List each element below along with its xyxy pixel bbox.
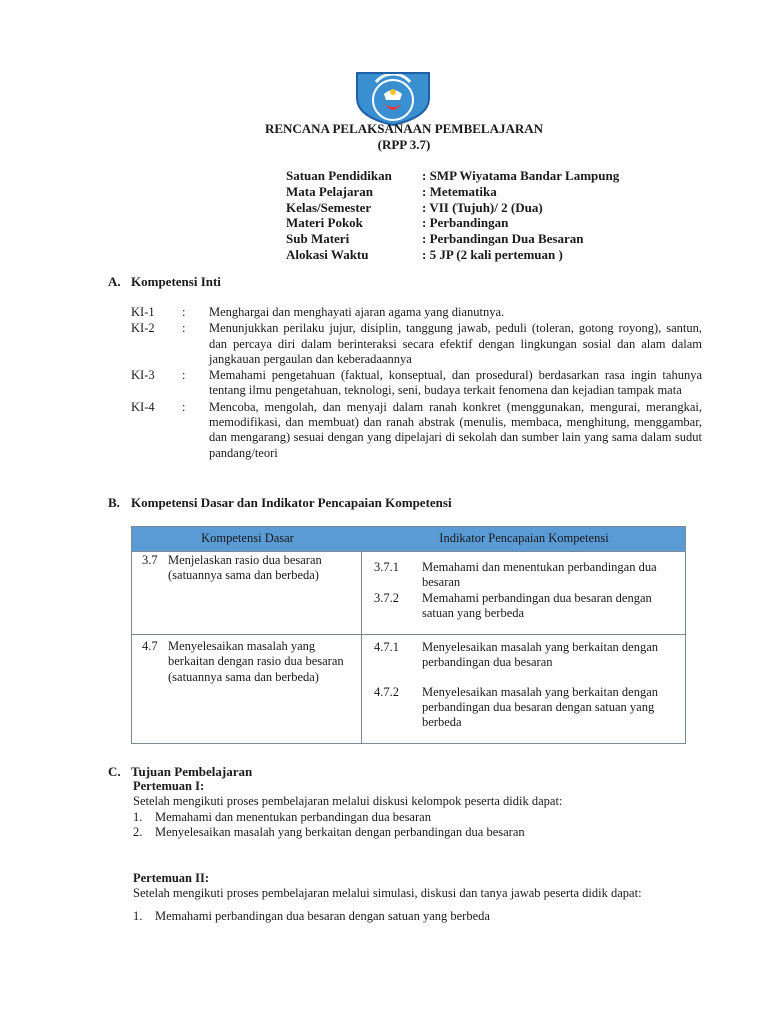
ki-text: Menghargai dan menghayati ajaran agama yang dianutnya. [209,305,505,319]
kd-cell [132,635,362,743]
indicator-item [374,640,675,671]
meta-value: : Metematika [422,183,497,199]
table-row [132,552,685,635]
list-number: 1. [133,809,143,824]
meta-row [286,247,619,263]
list-item [133,825,698,840]
competency-table [131,526,686,744]
meta-label: Kelas/Semester [286,199,372,215]
ki-row [131,400,702,461]
indicator-text: Menyelesaikan masalah yang berkaitan dengan perbandingan dua besaran [422,640,659,670]
section-a-heading [108,274,221,290]
meta-value: : Perbandingan Dua Besaran [422,231,584,247]
meta-label: Sub Materi [286,231,350,247]
list-text: Menyelesaikan masalah yang berkaitan dengan perbandingan dua besaran [155,824,525,839]
indicator-item [374,560,675,591]
indicator-number: 4.7.1 [374,640,399,654]
table-row [132,635,685,743]
meta-label: Alokasi Waktu [286,246,369,262]
section-letter: A. [108,274,121,289]
indicator-item [374,591,675,622]
indicator-cell [362,552,685,634]
meeting-1 [133,779,698,840]
ki-row [131,321,702,367]
meeting-title: Pertemuan II: [133,871,210,885]
list-number: 2. [133,824,143,839]
section-c-heading [108,764,252,780]
meta-value: : VII (Tujuh)/ 2 (Dua) [422,199,543,215]
ki-text: Mencoba, mengolah, dan menyaji dalam ranah konkret (menggunakan, mengurai, merangkai, memodifikasi, dan membuat) dan ranah abstrak (menulis, membaca, menghitung, menggambar, dan mengarang) sesuai dengan yang dipelajari di sekolah dan sumber lain yang sama dalam sudut pandang/teori [209,399,702,460]
meeting-title: Pertemuan I: [133,779,205,793]
section-title: Kompetensi Inti [131,274,221,289]
indicator-item [374,685,675,731]
indicator-text: Menyelesaikan masalah yang berkaitan dengan perbandingan dua besaran dengan satuan yang berbeda [422,684,659,730]
document-title: RENCANA PELAKSANAAN PEMBELAJARAN [264,121,544,136]
ki-code: KI-2 [131,321,155,336]
indicator-number: 3.7.2 [374,590,399,605]
meta-value: : SMP Wiyatama Bandar Lampung [422,168,620,183]
meta-row [286,231,619,247]
list-text: Memahami perbandingan dua besaran dengan satuan yang berbeda [155,908,490,923]
meta-row [286,168,619,184]
ki-row [131,305,702,320]
indicator-text: Memahami dan menentukan perbandingan dua besaran [422,560,657,590]
header-kompetensi-dasar: Kompetensi Dasar [201,531,294,546]
section-b-heading [108,495,452,511]
meta-value: : 5 JP (2 kali pertemuan ) [422,246,563,262]
list-number: 1. [133,908,143,923]
ki-colon: : [182,305,186,319]
section-letter: C. [108,764,121,779]
ki-code: KI-3 [131,368,155,383]
meta-row [286,200,619,216]
ki-colon: : [182,399,186,414]
kd-text: Menyelesaikan masalah yang berkaitan dengan rasio dua besaran (satuannya sama dan berbeda) [168,639,344,684]
meta-row [286,184,619,200]
indicator-cell [362,635,685,743]
meta-row [286,215,619,231]
list-item [133,810,698,825]
core-competency-list [131,305,702,462]
ki-colon: : [182,321,186,336]
list-text: Memahami dan menentukan perbandingan dua besaran [155,809,431,824]
tut-wuri-handayani-logo [354,70,432,126]
header-indikator: Indikator Pencapaian Kompetensi [439,531,609,546]
meeting-intro: Setelah mengikuti proses pembelajaran melalui diskusi kelompok peserta didik dapat: [133,794,563,809]
section-title: Kompetensi Dasar dan Indikator Pencapaian Kompetensi [131,495,452,510]
kd-cell [132,552,362,634]
meta-label: Mata Pelajaran [286,183,374,199]
section-title: Tujuan Pembelajaran [131,764,253,779]
ki-text: Menunjukkan perilaku jujur, disiplin, tanggung jawab, peduli (toleran, gotong royong), santun, dan percaya diri dalam berinteraksi secara efektif dengan lingkungan sosial dan alam dalam jangkauan pergaulan dan keberadaannya [209,321,702,366]
list-item [133,909,698,924]
table-header [132,527,685,552]
section-letter: B. [108,495,120,510]
ki-code: KI-4 [131,399,155,414]
ki-text: Memahami pengetahuan (faktual, konseptual, dan prosedural) berdasarkan rasa ingin tahunya tentang ilmu pengetahuan, teknologi, seni, budaya terkait fenomena dan kejadian tampak mata [209,368,702,398]
ki-colon: : [182,368,186,383]
ki-code: KI-1 [131,305,155,319]
meta-label: Satuan Pendidikan [286,168,392,183]
indicator-number: 3.7.1 [374,560,399,574]
document-subtitle: (RPP 3.7) [377,137,431,152]
meeting-intro: Setelah mengikuti proses pembelajaran melalui simulasi, diskusi dan tanya jawab peserta didik dapat: [133,886,642,901]
kd-number: 4.7 [142,639,158,653]
indicator-number: 4.7.2 [374,684,399,699]
meta-label: Materi Pokok [286,215,363,231]
kd-text: Menjelaskan rasio dua besaran (satuannya sama dan berbeda) [168,553,322,583]
meeting-2 [133,871,698,924]
identity-block [286,168,619,263]
indicator-text: Memahami perbandingan dua besaran dengan satuan yang berbeda [422,590,652,620]
meta-value: : Perbandingan [422,215,509,231]
kd-number: 3.7 [142,553,158,567]
ki-row [131,368,702,399]
